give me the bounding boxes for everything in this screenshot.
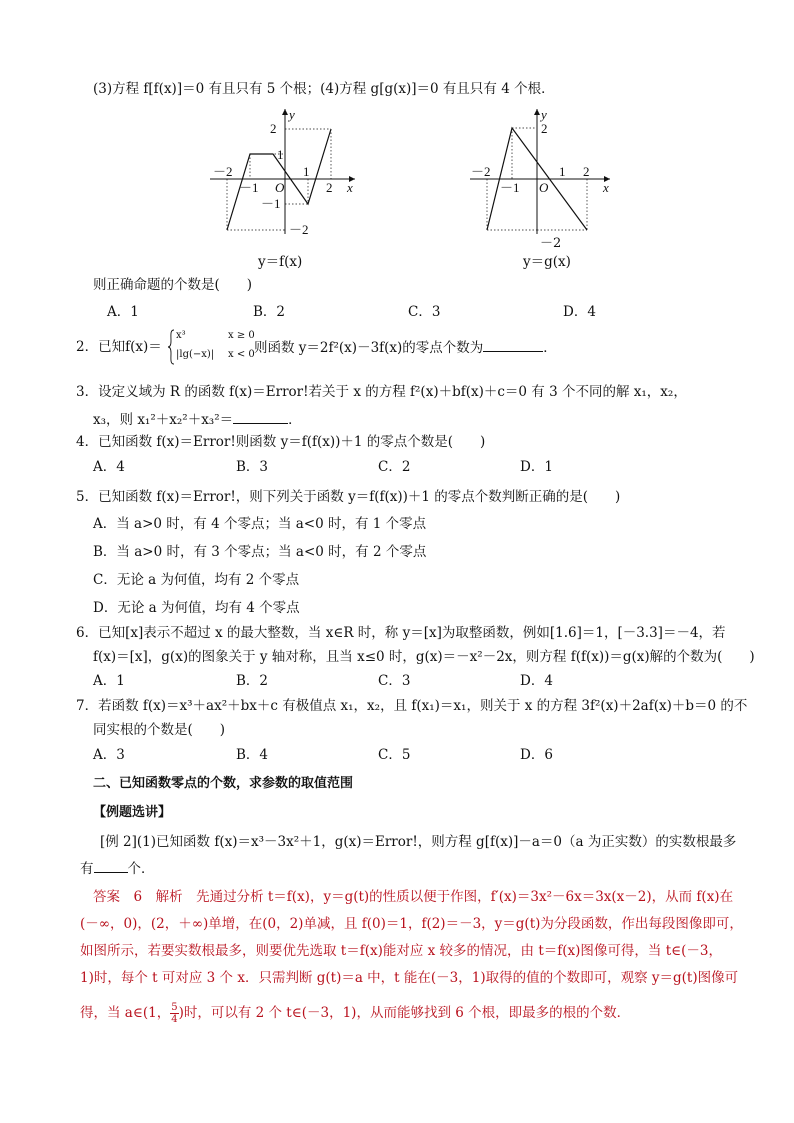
answer-line4: 1)时，每个 t 可对应 3 个 x．只需判断 g(t)＝a 中，t 能在(－3，1)取得的值的个数即可，观察 y＝g(t)图像可 [80,970,739,986]
f-tick-xm2: －2 [213,164,233,179]
q2-suffix: 则函数 y＝2f²(x)－3f(x)的零点个数为 ． [254,340,557,356]
answer-line1: 答案 6 解析 先通过分析 t＝f(x)，y＝g(t)的性质以便于作图，f′(x)＝3x²－6x＝3x(x－2)，从而 f(x)在 [93,889,734,905]
q2-piece1: x³ [176,330,186,341]
q7-option-c: C．5 [378,747,411,763]
g-y-label: y [541,107,547,122]
q2-brace [167,329,175,365]
f-y-label: y [289,107,295,122]
section2-heading: 二、已知函数零点的个数，求参数的取值范围 [93,776,354,791]
g-tick-x2: 2 [583,164,590,179]
g-tick-xm2: －2 [471,164,491,179]
q3-line1: 3．设定义域为 R 的函数 f(x)＝Error!若关于 x 的方程 f²(x)＋bf(x)＋c＝0 有 3 个不同的解 x₁，x₂， [76,384,687,400]
q5-option-b: B．当 a>0 时，有 3 个零点；当 a<0 时，有 2 个零点 [93,544,427,560]
f-tick-y1: 1 [277,147,284,162]
graph-f-caption: y＝f(x) [258,254,303,270]
ex2-answer-blank[interactable] [94,859,128,873]
q5-option-c: C．无论 a 为何值，均有 2 个零点 [93,572,300,588]
graph-g [465,106,625,236]
graph-g-caption-ym2: －2 [540,236,562,251]
prev-question: 则正确命题的个数是( ) [93,277,253,293]
q7-line2: 同实根的个数是( ) [93,722,226,738]
q4-option-d: D．1 [520,459,553,475]
prev-option-b: B．2 [253,304,286,320]
f-tick-x1: 1 [303,164,310,179]
q3-line2: x₃，则 x₁²＋x₂²＋x₃²＝ ． [93,412,302,428]
q4-text: 4．已知函数 f(x)＝Error!则函数 y＝f(f(x))＋1 的零点个数是( ) [76,434,486,450]
ex2-line2: 有 个． [80,861,155,877]
q2-answer-blank[interactable] [483,338,543,352]
q2-prefix: 2．已知f(x)＝ [76,339,162,355]
q6-option-d: D．4 [520,673,553,689]
g-x-label: x [603,180,609,195]
f-tick-ym1: －1 [261,196,281,211]
q4-option-c: C．2 [378,459,411,475]
answer-fraction: $\frac{5}{4}$ [171,1002,178,1025]
q4-option-a: A．4 [93,459,125,475]
example-label: 【例题选讲】 [93,805,172,820]
g-origin-label: O [539,180,549,195]
q2-cond2: x < 0 [228,349,255,360]
answer-line2: (－∞，0)，(2，＋∞)单增，在(0，2)单减，且 f(0)＝1，f(2)＝－3，y＝g(t)为分段函数，作出每段图像即可， [80,916,743,932]
graph-g-caption: y＝g(x) [523,254,571,270]
prev-option-a: A．1 [107,304,139,320]
q3-answer-blank[interactable] [233,410,288,424]
q6-option-a: A．1 [93,673,125,689]
items-3-4-text: (3)方程 f[f(x)]＝0 有且只有 5 个根；(4)方程 g[g(x)]＝0 有且只有 4 个根． [93,81,555,97]
g-tick-x1: 1 [559,164,566,179]
prev-option-c: C．3 [408,304,441,320]
prev-option-d: D．4 [563,304,596,320]
q7-option-d: D．6 [520,747,553,763]
f-origin-label: O [275,180,285,195]
q6-line1: 6．已知[x]表示不超过 x 的最大整数，当 x∈R 时，称 y＝[x]为取整函数，例如[1.6]＝1，[－3.3]＝－4，若 [76,625,726,641]
q2-cond1: x ≥ 0 [228,330,255,341]
q5-option-a: A．当 a>0 时，有 4 个零点；当 a<0 时，有 1 个零点 [93,516,427,532]
q6-line2: f(x)＝[x]，g(x)的图象关于 y 轴对称，且当 x≤0 时，g(x)＝－x²－2x，则方程 f(f(x))＝g(x)解的个数为( ) [93,649,755,665]
q7-option-a: A．3 [93,747,125,763]
ex2-line1: [例 2](1)已知函数 f(x)＝x³－3x²＋1，g(x)＝Error!，则方程 g[f(x)]－a＝0（a 为正实数）的实数根最多 [100,834,737,850]
f-tick-xm1: －1 [239,180,259,195]
f-tick-x2: 2 [326,180,333,195]
graph-f [205,106,385,236]
q5-option-d: D．无论 a 为何值，均有 4 个零点 [93,600,300,616]
g-tick-y2: 2 [541,121,548,136]
q7-option-b: B．4 [236,747,269,763]
answer-line3: 如图所示，若要实数根最多，则要优先选取 t＝f(x)能对应 x 较多的情况，由 t＝f(x)图像可得，当 t∈(－3， [80,943,722,959]
q5-text: 5．已知函数 f(x)＝Error!，则下列关于函数 y＝f(f(x))＋1 的零点个数判断正确的是( ) [76,489,621,505]
q7-line1: 7．若函数 f(x)＝x³＋ax²＋bx＋c 有极值点 x₁，x₂，且 f(x₁)＝x₁，则关于 x 的方程 3f²(x)＋2af(x)＋b＝0 的不 [76,698,748,714]
answer-line5: 得，当 a∈(1， $\frac{5}{4}$ )时，可以有 2 个 t∈(－3，1)，从而能够找到 6 个根，即最多的根的个数． [80,1002,631,1025]
f-x-label: x [347,180,353,195]
q2-piece2: |lg(−x)| [176,349,215,360]
q6-option-b: B．2 [236,673,269,689]
q6-option-c: C．3 [378,673,411,689]
f-tick-y2: 2 [270,121,277,136]
q4-option-b: B．3 [236,459,269,475]
f-tick-ym2: －2 [289,222,309,236]
g-tick-xm1: －1 [500,180,520,195]
